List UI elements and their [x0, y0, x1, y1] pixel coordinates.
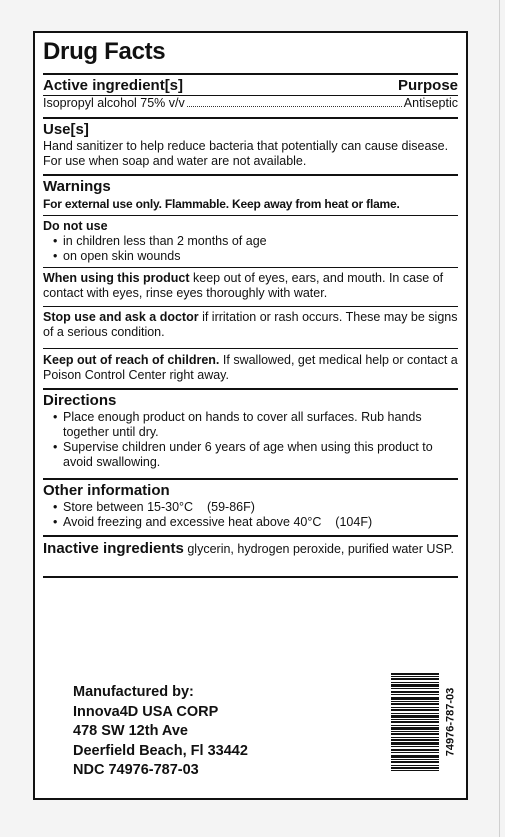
- inactive-ingredients-paragraph: [43, 540, 458, 558]
- list-item: • on open skin wounds: [43, 249, 458, 264]
- when-using-paragraph: [43, 271, 458, 301]
- do-not-use-header: Do not use: [43, 219, 108, 233]
- stop-use-paragraph: [43, 310, 458, 340]
- list-item: • Store between 15-30°C (59-86F): [43, 500, 458, 515]
- uses-text: Hand sanitizer to help reduce bacteria that potentially can cause disease. For use when soap and water are not available.: [43, 139, 449, 168]
- warnings-header: Warnings: [43, 178, 111, 195]
- leader-dots: [187, 105, 402, 107]
- manufacturer-block: [73, 683, 248, 781]
- page-edge: [499, 0, 500, 837]
- purpose-label: Purpose: [397, 77, 458, 94]
- uses-header: Use[s]: [43, 121, 89, 138]
- directions-section-divider: [43, 478, 458, 480]
- drug-facts-panel: [33, 31, 468, 800]
- directions-header: Directions: [43, 392, 117, 409]
- other-info-list: [43, 500, 458, 530]
- manufacturer-name: Innova4D USA CORP: [73, 703, 219, 720]
- purpose-value: Antiseptic: [403, 96, 458, 110]
- when-using-text: keep out of eyes, ears, and mouth. In case of contact with eyes, rinse eyes thoroughly with water.: [43, 271, 444, 300]
- list-item: • in children less than 2 months of age: [43, 234, 458, 249]
- manufacturer-label: Manufactured by:: [73, 684, 194, 700]
- keep-out-lead: Keep out of reach of children.: [43, 353, 220, 367]
- manufacturer-address-line-1: 478 SW 12th Ave: [73, 723, 188, 739]
- warnings-divider-3: [43, 306, 458, 307]
- barcode-number-text: 74976-787-03: [444, 687, 457, 757]
- other-info-section-divider: [43, 535, 458, 537]
- stop-use-lead: Stop use and ask a doctor: [43, 310, 199, 324]
- ndc-number: NDC 74976-787-03: [73, 762, 199, 778]
- other-info-header: Other information: [43, 482, 170, 499]
- when-using-lead: When using this product: [43, 271, 190, 285]
- manufacturer-address-line-2: Deerfield Beach, Fl 33442: [73, 742, 248, 759]
- stop-use-text: if irritation or rash occurs. These may be signs of a serious condition.: [43, 310, 458, 339]
- inactive-ingredients-text: glycerin, hydrogen peroxide, purified water USP.: [183, 542, 454, 556]
- do-not-use-list: [43, 234, 458, 264]
- active-ingredient-row: [43, 96, 458, 111]
- uses-section-divider: [43, 174, 458, 176]
- list-item: • Place enough product on hands to cover all surfaces. Rub hands together until dry.: [43, 410, 458, 440]
- warnings-divider-2: [43, 267, 458, 268]
- keep-out-text: If swallowed, get medical help or contact a Poison Control Center right away.: [43, 353, 458, 382]
- directions-list: [43, 410, 458, 470]
- active-ingredient-header: [43, 77, 458, 95]
- keep-out-paragraph: [43, 353, 458, 383]
- list-item: • Avoid freezing and excessive heat above 40°C (104F): [43, 515, 458, 530]
- inactive-ingredients-header: Inactive ingredients: [43, 540, 184, 557]
- title-divider: [43, 73, 458, 75]
- inactive-section-divider: [43, 576, 458, 578]
- warnings-divider-1: [43, 215, 458, 216]
- warnings-divider-4: [43, 348, 458, 349]
- external-use-warning: For external use only. Flammable. Keep away from heat or flame.: [43, 197, 400, 211]
- warnings-section-divider: [43, 388, 458, 390]
- active-ingredient-label: Active ingredient[s]: [43, 77, 184, 94]
- active-section-divider: [43, 117, 458, 119]
- barcode-icon: [391, 673, 439, 771]
- list-item: • Supervise children under 6 years of age when using this product to avoid swallowing.: [43, 440, 458, 470]
- drug-facts-title: Drug Facts: [43, 38, 166, 65]
- barcode-number: [441, 673, 459, 771]
- active-ingredient-value: Isopropyl alcohol 75% v/v: [43, 96, 185, 110]
